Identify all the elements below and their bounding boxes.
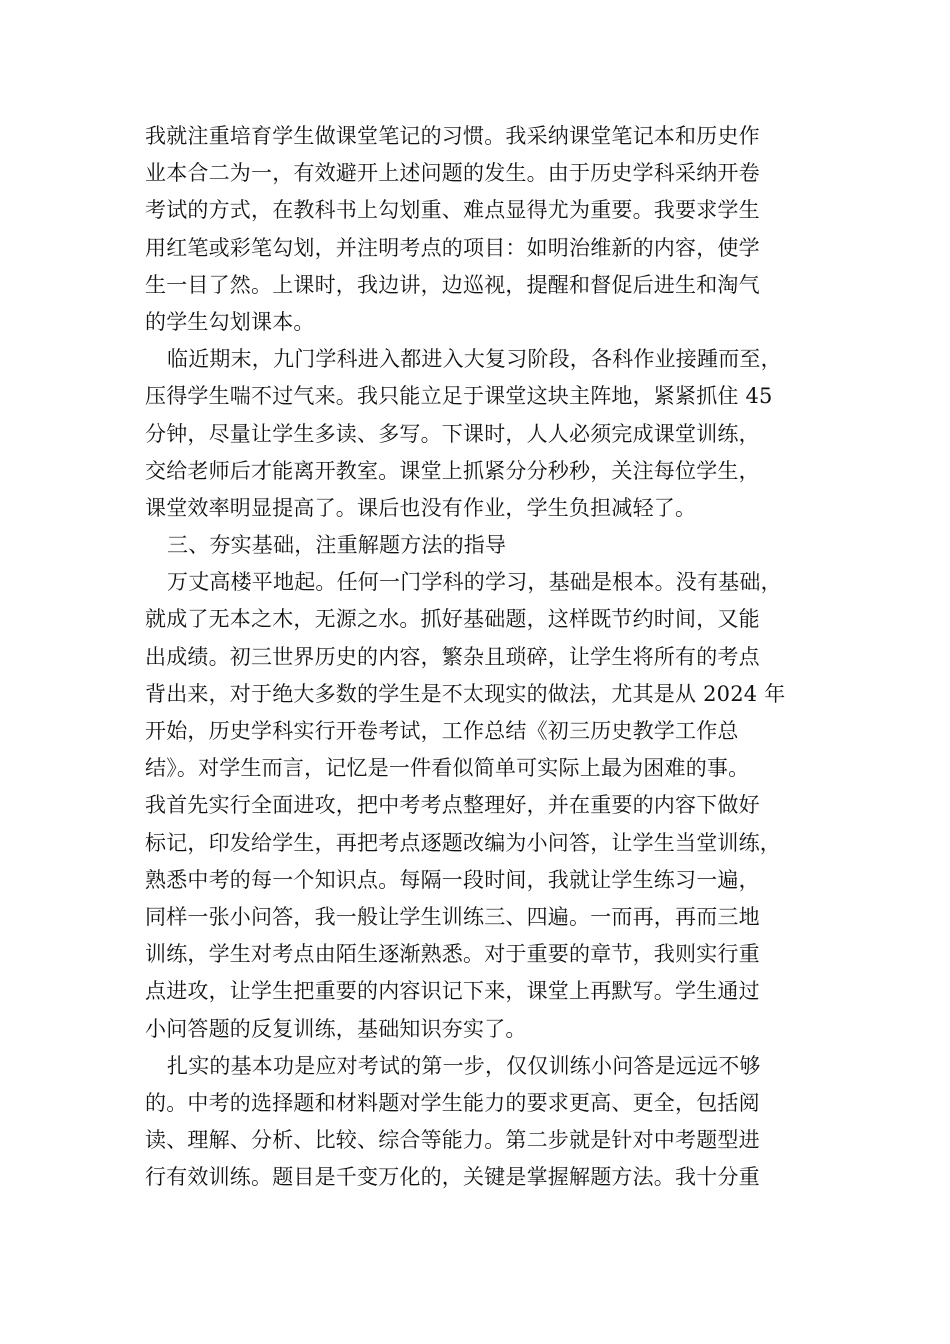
text-line: 训练，学生对考点由陌生逐渐熟悉。对于重要的章节，我则实行重 [145, 942, 760, 967]
text-line: 开始，历史学科实行开卷考试，工作总结《初三历史教学工作总 [145, 719, 739, 743]
paragraph-start-line: 扎实的基本功是应对考试的第一步，仅仅训练小问答是远远不够 [167, 1053, 761, 1078]
text-line: 读、理解、分析、比较、综合等能力。第二步就是针对中考题型进 [145, 1128, 760, 1153]
paragraph-start-line: 临近期末，九门学科进入都进入大复习阶段，各科作业接踵而至， [167, 347, 782, 372]
text-line: 的。中考的选择题和材料题对学生能力的要求更高、更全，包括阅 [145, 1090, 760, 1115]
text-line: 的学生勾划课本。 [145, 309, 315, 334]
text-line: 我首先实行全面进攻，把中考考点整理好，并在重要的内容下做好 [145, 793, 760, 818]
text-line: 我就注重培育学生做课堂笔记的习惯。我采纳课堂笔记本和历史作 [145, 124, 760, 148]
text-line: 就成了无本之木，无源之水。抓好基础题，这样既节约时间，又能 [145, 607, 760, 632]
document-body [145, 118, 825, 1196]
paragraph-start-line: 万丈高楼平地起。任何一门学科的学习，基础是根本。没有基础， [167, 570, 782, 595]
text-line: 行有效训练。题目是千变万化的，关键是掌握解题方法。我十分重 [145, 1165, 760, 1190]
text-line: 同样一张小问答，我一般让学生训练三、四遍。一而再，再而三地 [145, 904, 760, 929]
text-line: 背出来，对于绝大多数的学生是不太现实的做法，尤其是从 2024 年 [145, 681, 786, 706]
text-line: 熟悉中考的每一个知识点。每隔一段时间，我就让学生练习一遍， [145, 867, 760, 892]
text-line: 考试的方式，在教科书上勾划重、难点显得尤为重要。我要求学生 [145, 198, 760, 223]
text-line: 压得学生喘不过气来。我只能立足于课堂这块主阵地，紧紧抓住 45 [145, 384, 773, 409]
text-line: 分钟，尽量让学生多读、多写。下课时，人人必须完成课堂训练， [145, 421, 760, 446]
text-line: 出成绩。初三世界历史的内容，繁杂且琐碎，让学生将所有的考点 [145, 644, 760, 669]
text-line: 课堂效率明显提高了。课后也没有作业，学生负担减轻了。 [145, 495, 697, 520]
text-line: 用红笔或彩笔勾划，并注明考点的项目：如明治维新的内容，使学 [145, 235, 760, 260]
section-heading: 三、夯实基础，注重解题方法的指导 [167, 533, 507, 558]
text-line: 交给老师后才能离开教室。课堂上抓紧分分秒秒，关注每位学生， [145, 458, 760, 483]
text-line: 生一目了然。上课时，我边讲，边巡视，提醒和督促后进生和淘气 [145, 272, 760, 297]
text-line: 业本合二为一，有效避开上述问题的发生。由于历史学科采纳开卷 [145, 161, 760, 186]
text-line: 点进攻，让学生把重要的内容识记下来，课堂上再默写。学生通过 [145, 979, 760, 1004]
text-line: 小问答题的反复训练，基础知识夯实了。 [145, 1016, 527, 1041]
text-line: 标记，印发给学生，再把考点逐题改编为小问答，让学生当堂训练， [145, 830, 781, 855]
text-line: 结》。对学生而言，记忆是一件看似简单可实际上最为困难的事。 [145, 756, 750, 781]
